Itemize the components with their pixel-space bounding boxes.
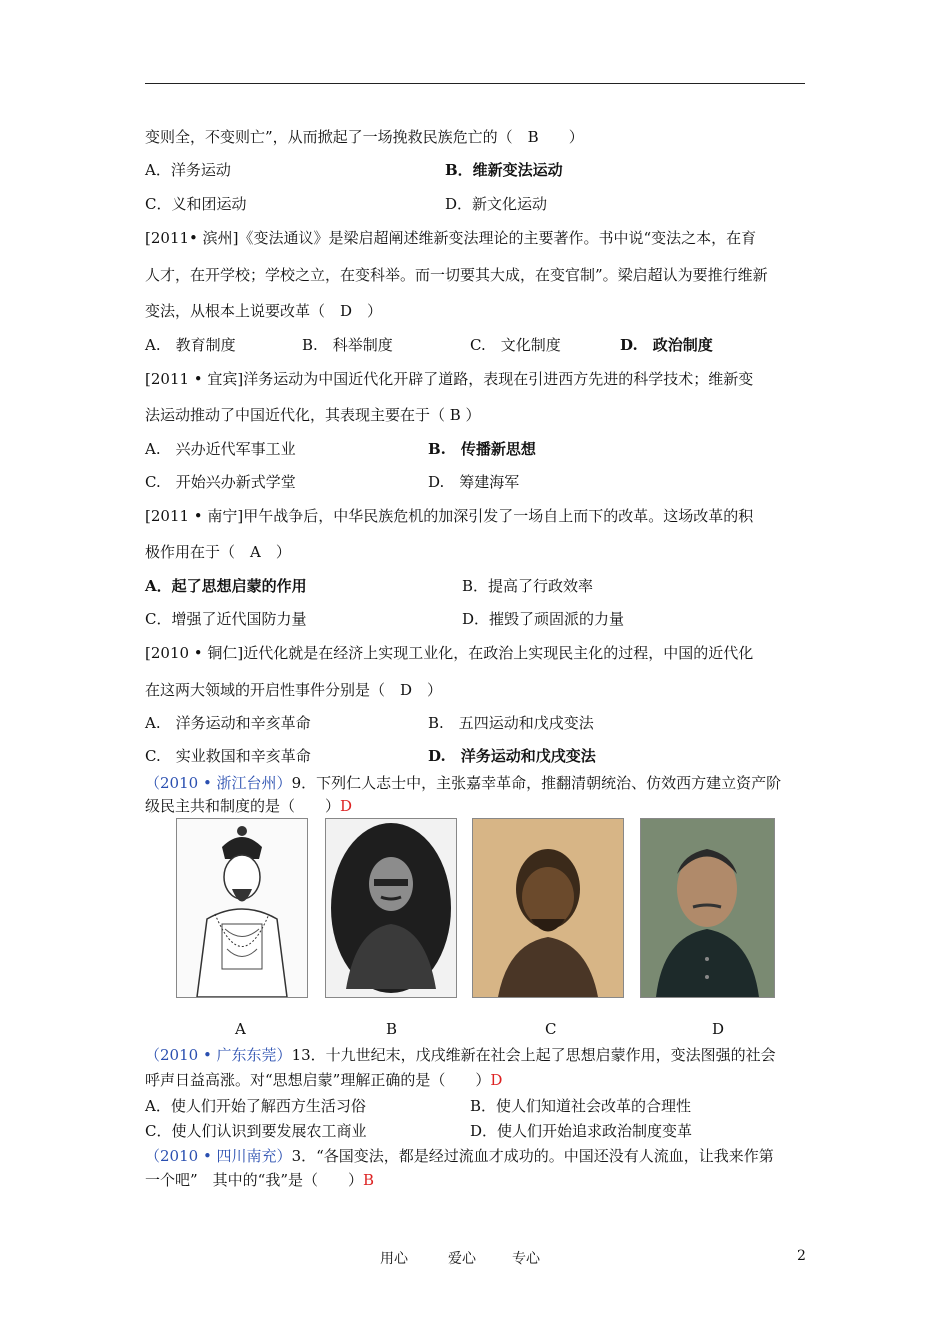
footer-text-3: 专心 — [512, 1251, 540, 1267]
portrait-d-image — [640, 818, 775, 998]
q2-line-1: [2011• 滨州]《变法通议》是梁启超阐述维新变法理论的主要著作。书中说“变法之本，在育 — [145, 229, 757, 247]
q5-option-a: A. 洋务运动和辛亥革命 — [145, 714, 311, 732]
q3-option-d: D. 筹建海军 — [428, 473, 520, 491]
q6-line-2 — [145, 796, 352, 816]
q7-source: （2010 • 广东东莞） — [145, 1046, 292, 1064]
q5-option-c: C. 实业救国和辛亥革命 — [145, 747, 311, 765]
portrait-b-caption: B — [386, 1020, 398, 1038]
q4-option-d: D．摧毁了顽固派的力量 — [462, 610, 625, 628]
footer-text-2: 爱心 — [448, 1251, 476, 1267]
q7-line-2 — [145, 1070, 502, 1090]
q2-option-c: C. 文化制度 — [470, 336, 561, 354]
header-rule — [145, 83, 805, 84]
q2-line-3: 变法，从根本上说要改革（ D ） — [145, 302, 383, 320]
q4-line-1: [2011 • 南宁]甲午战争后，中华民族危机的加深引发了一场自上而下的改革。这场改革的积 — [145, 507, 754, 525]
q3-line-1: [2011 • 宜宾]洋务运动为中国近代化开辟了道路，表现在引进西方先进的科学技术；维新变 — [145, 370, 754, 388]
page-number: 2 — [797, 1248, 806, 1264]
q4-option-b: B．提高了行政效率 — [462, 577, 594, 595]
q7-text-1: 13．十九世纪末，戊戌维新在社会上起了思想启蒙作用，变法图强的社会 — [291, 1046, 776, 1064]
q6-text-2: 级民主共和制度的是（ ） — [145, 797, 341, 815]
q8-text-1: 3．“各国变法，都是经过流血才成功的。中国还没有人流血，让我来作第 — [291, 1147, 774, 1165]
q7-option-d: D．使人们开始追求政治制度变革 — [470, 1122, 693, 1140]
q6-source: （2010 • 浙江台州） — [145, 774, 292, 792]
q2-option-a: A. 教育制度 — [145, 336, 236, 354]
q5-line-1: [2010 • 铜仁]近代化就是在经济上实现工业化，在政治上实现民主化的过程，中国的近代化 — [145, 644, 754, 662]
portrait-d-caption: D — [712, 1020, 725, 1038]
q2-option-b: B. 科举制度 — [302, 336, 393, 354]
q5-option-d: D. 洋务运动和戊戌变法 — [428, 747, 596, 765]
q6-line-1 — [145, 773, 781, 793]
q7-line-1 — [145, 1045, 776, 1065]
q3-option-a: A. 兴办近代军事工业 — [145, 440, 296, 458]
q1-option-c: C．义和团运动 — [145, 195, 247, 213]
q2-option-d: D. 政治制度 — [620, 336, 713, 354]
q1-stem: 变则全，不变则亡”，从而掀起了一场挽救民族危亡的（ B ） — [145, 128, 584, 146]
q6-answer: D — [340, 797, 353, 815]
footer-text-1: 用心 — [380, 1251, 408, 1267]
q1-option-d: D．新文化运动 — [445, 195, 548, 213]
q3-line-2: 法运动推动了中国近代化，其表现主要在于（ B ） — [145, 406, 481, 424]
q8-text-2: 一个吧” 其中的“我”是（ ） — [145, 1171, 364, 1189]
q5-option-b: B. 五四运动和戊戌变法 — [428, 714, 594, 732]
q8-answer: B — [363, 1171, 375, 1189]
q4-line-2: 极作用在于（ A ） — [145, 543, 291, 561]
portrait-c-caption: C — [545, 1020, 557, 1038]
q3-option-b: B. 传播新思想 — [428, 440, 536, 458]
q4-option-c: C．增强了近代国防力量 — [145, 610, 307, 628]
q5-line-2: 在这两大领域的开启性事件分别是（ D ） — [145, 681, 443, 699]
q7-option-c: C．使人们认识到要发展农工商业 — [145, 1122, 367, 1140]
q7-option-a: A．使人们开始了解西方生活习俗 — [145, 1097, 366, 1115]
q2-line-2: 人才，在开学校；学校之立，在变科举。而一切要其大成，在变官制”。梁启超认为要推行维新 — [145, 266, 768, 284]
q8-source: （2010 • 四川南充） — [145, 1147, 292, 1165]
q1-option-b: B．维新变法运动 — [445, 161, 563, 179]
q7-answer: D — [490, 1071, 503, 1089]
q1-option-a: A．洋务运动 — [145, 161, 231, 179]
q7-text-2: 呼声日益高涨。对“思想启蒙”理解正确的是（ ） — [145, 1071, 491, 1089]
q8-line-1 — [145, 1146, 774, 1166]
portrait-c-image — [472, 818, 624, 998]
q7-option-b: B．使人们知道社会改革的合理性 — [470, 1097, 692, 1115]
q4-option-a: A．起了思想启蒙的作用 — [145, 577, 307, 595]
q3-option-c: C. 开始兴办新式学堂 — [145, 473, 296, 491]
portrait-a-caption: A — [235, 1020, 246, 1038]
portrait-a-image — [176, 818, 308, 998]
q6-text-1: 9．下列仁人志士中，主张嘉幸革命，推翻清朝统治、仿效西方建立资产阶 — [291, 774, 782, 792]
portrait-b-image — [325, 818, 457, 998]
q8-line-2 — [145, 1170, 374, 1190]
